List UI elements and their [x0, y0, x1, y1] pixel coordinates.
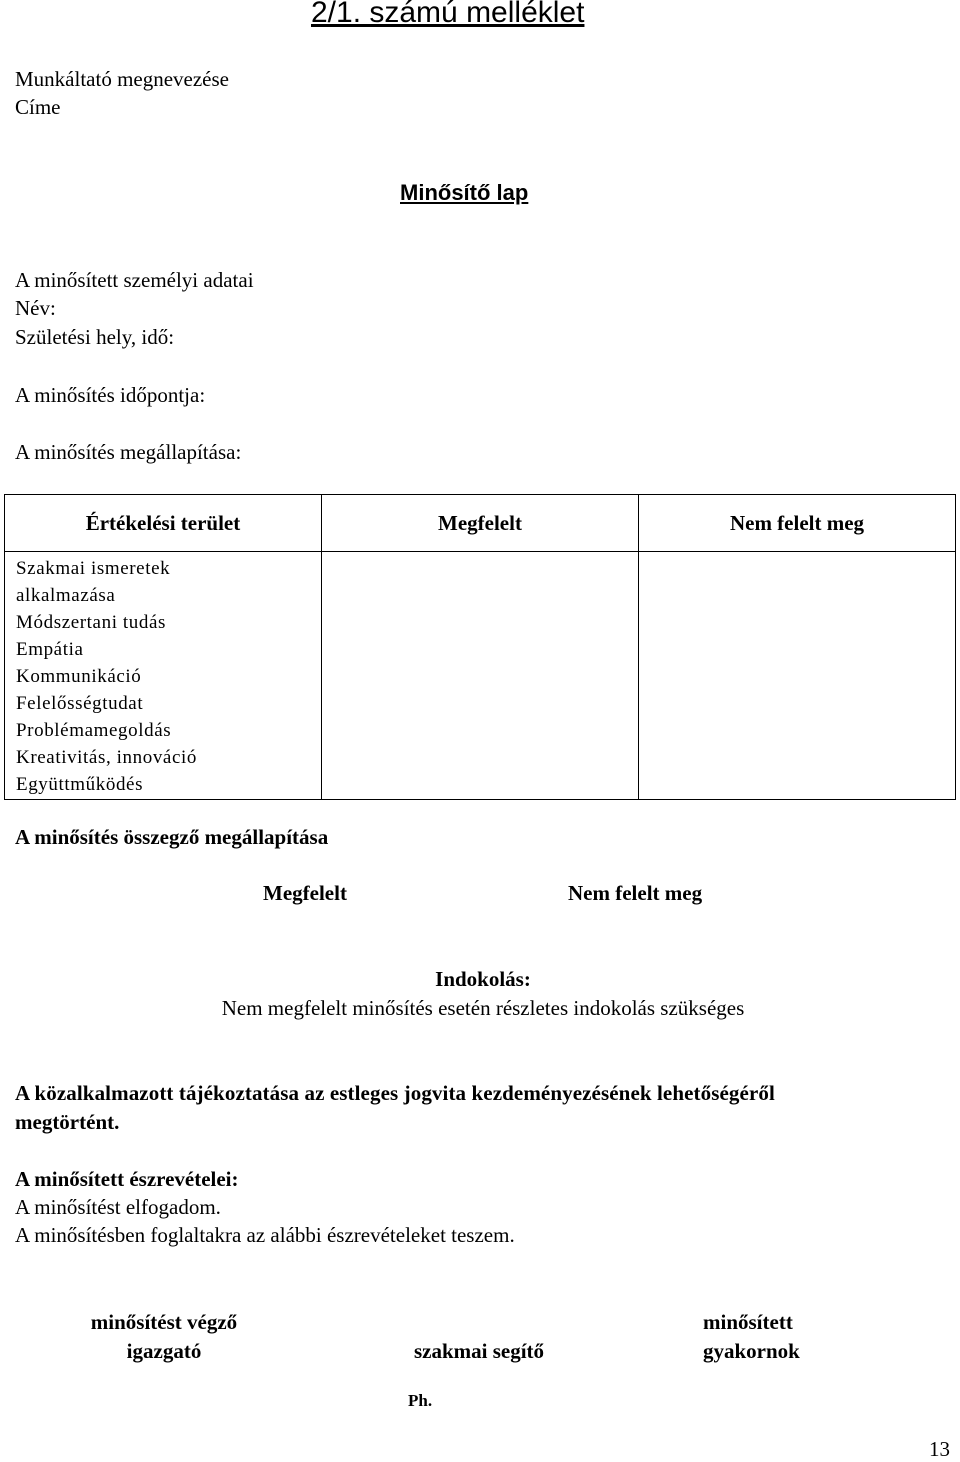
- header-pass: Megfelelt: [322, 495, 639, 552]
- area-item: Empátia: [16, 639, 84, 660]
- table-header-row: [5, 495, 956, 552]
- header-area: Értékelési terület: [5, 495, 322, 552]
- fail-cell[interactable]: [639, 552, 956, 800]
- signature-trainee-line1: minősített: [703, 1310, 793, 1334]
- area-item: Szakmai ismeretek: [16, 558, 171, 579]
- summary-option-fail[interactable]: Nem felelt meg: [568, 881, 703, 905]
- area-item: Kreativitás, innováció: [16, 747, 197, 768]
- evaluation-date-label: A minősítés időpontja:: [15, 383, 206, 407]
- stamp-label: Ph.: [408, 1391, 433, 1410]
- remarks-objection: A minősítésben foglaltakra az alábbi észrevételeket teszem.: [15, 1223, 515, 1247]
- signature-evaluator: [62, 1308, 266, 1366]
- area-item: Módszertani tudás: [16, 612, 167, 633]
- justification-text: Nem megfelelt minősítés esetén részletes indokolás szükséges: [221, 996, 745, 1020]
- justification-label: Indokolás:: [435, 967, 531, 991]
- evaluation-finding-label: A minősítés megállapítása:: [15, 440, 242, 464]
- evaluation-table: [4, 494, 956, 800]
- signature-mentor: szakmai segítő: [413, 1339, 545, 1363]
- page-number: 13: [929, 1437, 950, 1461]
- area-item: Együttműködés: [16, 774, 144, 795]
- area-item: alkalmazása: [16, 585, 116, 606]
- signature-trainee: [703, 1308, 800, 1366]
- summary-option-pass[interactable]: Megfelelt: [263, 881, 347, 905]
- area-item: Kommunikáció: [16, 666, 142, 687]
- annex-label: 2/1. számú melléklet: [311, 0, 585, 29]
- signature-evaluator-line2: igazgató: [126, 1339, 202, 1363]
- name-field-label: Név:: [15, 296, 56, 320]
- notice-line-2: megtörtént.: [15, 1110, 120, 1134]
- signature-evaluator-line1: minősítést végző: [90, 1310, 238, 1334]
- area-item: Problémamegoldás: [16, 720, 172, 741]
- personal-data-heading: A minősített személyi adatai: [15, 268, 254, 292]
- notice-line-1: A közalkalmazott tájékoztatása az estleges jogvita kezdeményezésének lehetőségéről: [15, 1081, 775, 1105]
- header-fail: Nem felelt meg: [639, 495, 956, 552]
- birth-field-label: Születési hely, idő:: [15, 325, 175, 349]
- area-list-cell: [5, 552, 322, 800]
- page-title: Minősítő lap: [400, 180, 529, 205]
- employer-name-label: Munkáltató megnevezése: [15, 67, 229, 91]
- remarks-heading: A minősített észrevételei:: [15, 1167, 239, 1191]
- remarks-accept: A minősítést elfogadom.: [15, 1195, 221, 1219]
- employer-address-label: Címe: [15, 95, 61, 119]
- summary-heading: A minősítés összegző megállapítása: [15, 825, 329, 849]
- signature-trainee-line2: gyakornok: [703, 1339, 800, 1363]
- pass-cell[interactable]: [322, 552, 639, 800]
- table-row: [5, 552, 956, 800]
- area-item: Felelősségtudat: [16, 693, 144, 714]
